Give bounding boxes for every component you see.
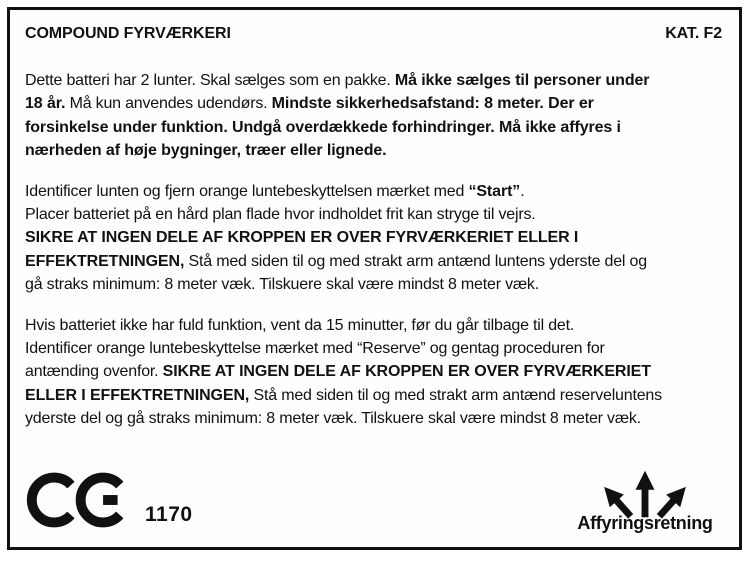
text-segment: Identificer lunten og fjern orange luntebeskyttelsen mærket med	[25, 182, 469, 200]
category-label: KAT. F2	[665, 25, 722, 42]
paragraph	[25, 69, 724, 163]
firing-direction-group	[565, 469, 725, 533]
text-segment: 18 år.	[25, 95, 66, 113]
label-header	[25, 24, 722, 44]
text-segment: Hvis batteriet ikke har fuld funktion, vent da 15 minutter, før du går tilbage til det.	[25, 316, 575, 334]
text-segment: nærheden af høje bygninger, træer eller lignede.	[25, 142, 387, 160]
paragraph	[25, 180, 724, 297]
text-segment: SIKRE AT INGEN DELE AF KROPPEN ER OVER FYRVÆRKERIET	[162, 363, 651, 381]
text-segment: Stå med siden til og med strakt arm antænd luntens yderste del og	[184, 252, 647, 270]
text-segment: EFFEKTRETNINGEN,	[25, 252, 185, 270]
text-segment: Stå med siden til og med strakt arm antænd reserveluntens	[249, 386, 662, 404]
firing-direction-arrows-icon	[593, 469, 697, 519]
ce-group	[25, 467, 193, 533]
text-segment: gå straks minimum: 8 meter væk. Tilskuere skal være mindst 8 meter væk.	[25, 276, 539, 294]
text-segment: ELLER I EFFEKTRETNINGEN,	[25, 386, 250, 404]
text-segment: forsinkelse under funktion. Undgå overdækkede forhindringer. Må ikke affyres i	[25, 118, 621, 136]
notified-body-number: 1170	[145, 503, 193, 526]
text-segment: antænding ovenfor.	[25, 363, 163, 381]
instructions-text	[25, 69, 724, 431]
text-segment: SIKRE AT INGEN DELE AF KROPPEN ER OVER FYRVÆRKERIET ELLER I	[25, 229, 579, 247]
text-segment: Må kun anvendes udendørs.	[65, 95, 272, 113]
firing-direction-label: Affyringsretning	[577, 513, 713, 533]
text-segment: Placer batteriet på en hård plan flade hvor indholdet frit kan stryge til vejrs.	[25, 206, 536, 224]
paragraph	[25, 314, 724, 431]
text-segment: “Start”	[468, 182, 521, 200]
ce-mark-icon	[25, 467, 131, 533]
product-title: COMPOUND FYRVÆRKERI	[25, 25, 231, 42]
text-segment: .	[520, 182, 525, 200]
text-segment: Identificer orange luntebeskyttelse mærket med “Reserve” og gentag proceduren for	[25, 340, 605, 358]
label-frame	[7, 7, 742, 550]
text-segment: Mindste sikkerhedsafstand: 8 meter. Der er	[271, 95, 594, 113]
text-segment: Må ikke sælges til personer under	[394, 72, 650, 89]
text-segment: Dette batteri har 2 lunter. Skal sælges som en pakke.	[25, 72, 395, 89]
text-segment: yderste del og gå straks minimum: 8 meter væk. Tilskuere skal være mindst 8 meter væk.	[25, 410, 641, 428]
